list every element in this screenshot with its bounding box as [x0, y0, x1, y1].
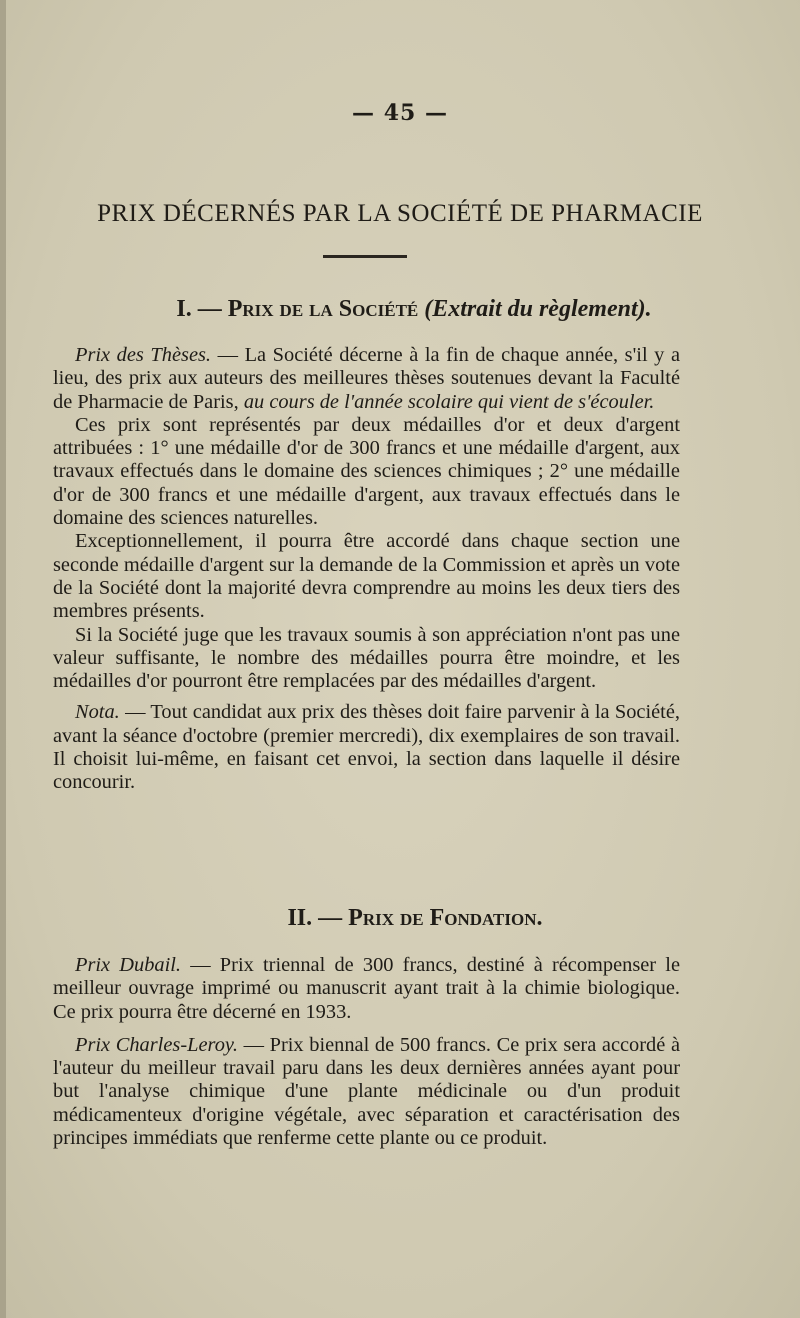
paragraph-medailles: Ces prix sont représentés par deux médailles d'or et deux d'argent attribuées : 1° une médaille d'or de 300 francs et une médaille d'argent, aux travaux effectués dans le domaine des sciences chimiques ; 2° une médaille d'or de 300 francs et une médaille d'argent, aux travaux effectués dans le domaine des sciences naturelles.	[53, 413, 680, 530]
paragraph-dubail	[53, 954, 680, 1024]
section1-body	[53, 344, 680, 795]
section1-subtitle: (Extrait du règlement).	[424, 296, 652, 322]
nota-text: — Tout candidat aux prix des thèses doit faire parvenir à la Société, avant la séance d'octobre (premier mercredi), dix exemplaires de son travail. Il choisit lui-même, en faisant cet envoi, la section dans laquelle il désire concourir.	[53, 701, 680, 794]
section2-number: II. —	[287, 905, 343, 931]
dubail-lead: Prix Dubail.	[75, 954, 182, 976]
section2-body	[53, 954, 680, 1150]
section2-title: Prix de Fondation.	[348, 905, 543, 931]
prix-theses-lead: Prix des Thèses.	[75, 344, 212, 366]
page-number: — 45 —	[352, 100, 448, 126]
section-heading-fondation	[0, 905, 800, 932]
title-divider	[323, 255, 407, 258]
dubail-text: — Prix triennal de 300 francs, destiné à récompenser le meilleur ouvrage imprimé ou manuscrit ayant trait à la chimie biologique. Ce prix pourra être décerné en 1933.	[53, 954, 681, 1023]
leroy-lead: Prix Charles-Leroy.	[75, 1033, 238, 1056]
page-title: PRIX DÉCERNÉS PAR LA SOCIÉTÉ DE PHARMACIE	[97, 200, 703, 227]
section1-title: Prix de la Société	[227, 296, 419, 322]
paragraph-leroy	[53, 1034, 680, 1150]
paragraph-theses	[53, 344, 680, 414]
paragraph-valeur: Si la Société juge que les travaux soumis à son appréciation n'ont pas une valeur suffisante, le nombre des médailles pourra être moindre, et les médailles d'or pourront être remplacées par des médailles d'argent.	[53, 623, 680, 693]
leroy-text: — Prix biennal de 500 francs. Ce prix sera accordé à l'auteur du meilleur travail paru dans les deux dernières années ayant pour but l'analyse chimique d'une plante médicinale ou d'un produit médicamenteux d'origine végétale, avec séparation et caractérisation des principes immédiats que renferme cette plante ou ce produit.	[53, 1033, 680, 1150]
theses-italic: au cours de l'année scolaire qui vient de s'écouler.	[243, 390, 655, 413]
paragraph-exceptionnellement: Exceptionnellement, il pourra être accordé dans chaque section une seconde médaille d'argent sur la demande de la Commission et après un vote de la Société dont la majorité devra comprendre au moins les deux tiers des membres présents.	[53, 530, 680, 623]
nota-lead: Nota.	[75, 701, 120, 724]
theses-text: — La Société décerne à la fin de chaque année, s'il y a lieu, des prix aux auteurs des meilleures thèses soutenues devant la Faculté de Pharmacie de Paris,	[53, 344, 680, 413]
page-edge	[0, 0, 6, 1318]
paragraph-nota	[53, 701, 680, 794]
section-heading-societe	[0, 296, 800, 323]
section1-number: I. —	[176, 296, 222, 322]
